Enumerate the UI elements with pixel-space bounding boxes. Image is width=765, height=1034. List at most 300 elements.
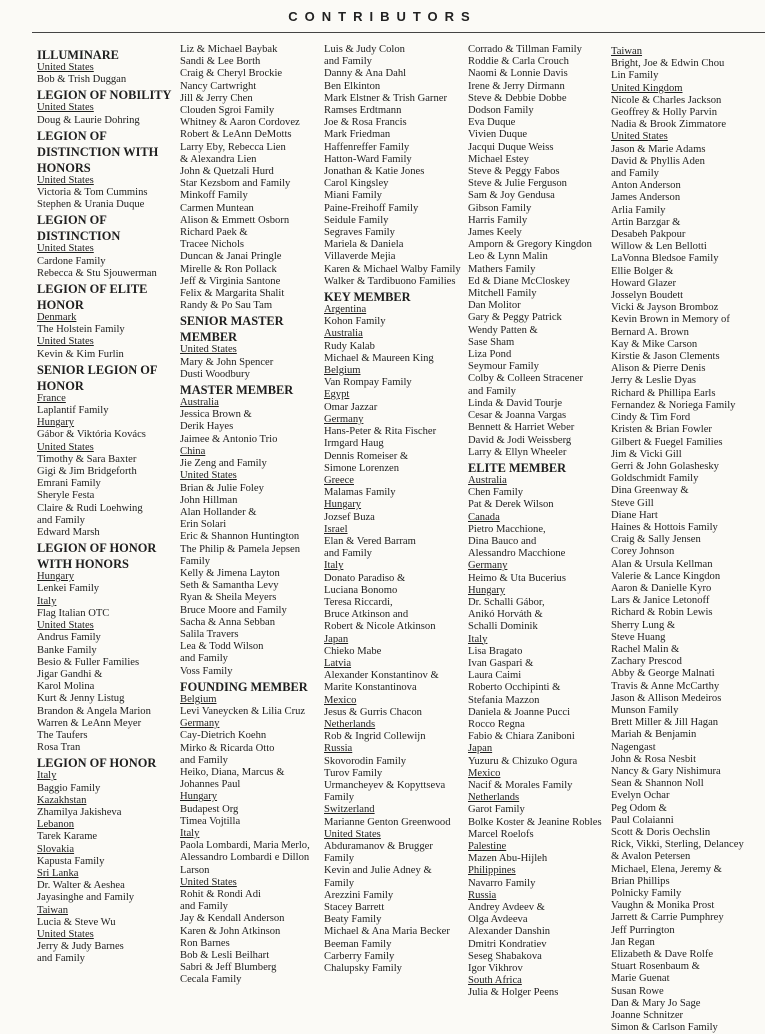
contributor-name: Banke Family xyxy=(37,644,97,656)
contributor-name: Jerry & Judy Barnes xyxy=(37,941,124,953)
contributor-name: Dmitri Kondratiev xyxy=(468,938,547,950)
contributor-name: Alan Hollander & xyxy=(180,506,257,518)
contributor-name: Steve Gill xyxy=(611,497,654,509)
contributor-name: Marianne Genton Greenwood xyxy=(324,816,451,828)
country-label: Argentina xyxy=(324,304,367,316)
contributor-name: Susan Rowe xyxy=(611,985,664,997)
country-label: Canada xyxy=(468,511,500,523)
contributor-name: Jacqui Duque Weiss xyxy=(468,141,554,153)
contributor-name: Jonathan & Katie Jones xyxy=(324,166,425,178)
contributor-name: Polnicky Family xyxy=(611,888,682,900)
contributor-name: Jarrett & Carrie Pumphrey xyxy=(611,912,724,924)
contributor-name: Dr. Walter & Aeshea xyxy=(37,880,125,892)
contributor-name: Eva Duque xyxy=(468,117,516,129)
contributor-name: Kristen & Brian Fowler xyxy=(611,424,712,436)
contributor-name: Corrado & Tillman Family xyxy=(468,44,582,55)
country-label: Italy xyxy=(468,633,488,645)
contributor-name: Josselyn Boudett xyxy=(611,290,684,302)
country-label: Denmark xyxy=(37,312,77,324)
contributor-name: Cardone Family xyxy=(37,255,106,267)
contributor-name: Igor Vikhrov xyxy=(468,963,523,975)
contributor-name: Salila Travers xyxy=(180,628,239,640)
contributor-name: James Anderson xyxy=(611,192,681,204)
contributor-name: Michael, Elena, Jeremy & xyxy=(611,863,722,875)
country-label: United Kingdom xyxy=(611,82,683,94)
contributor-name: Stefania Mazzon xyxy=(468,694,540,706)
tier-heading: ELITE MEMBER xyxy=(468,460,567,475)
tier-heading: LEGION OF HONOR xyxy=(37,541,157,556)
contributor-name: Yuzuru & Chizuko Ogura xyxy=(468,755,578,767)
contributor-name: Ron Barnes xyxy=(180,937,230,949)
tier-heading: SENIOR LEGION OF xyxy=(37,362,158,377)
contributor-name: Family xyxy=(324,792,355,804)
country-label: Israel xyxy=(324,523,348,535)
contributor-name: Rick, Vikki, Sterling, Delancey xyxy=(611,839,744,851)
contributor-name: Sacha & Anna Sebban xyxy=(180,616,276,628)
contributor-name: Kurt & Jenny Listug xyxy=(37,693,125,705)
contributor-name: Jesus & Gurris Chacon xyxy=(324,706,422,718)
country-label: Netherlands xyxy=(324,718,376,730)
contributor-name: Willow & Len Bellotti xyxy=(611,241,707,253)
contributor-name: Craig & Sally Jensen xyxy=(611,534,701,546)
contributor-name: Walker & Tardibuono Families xyxy=(324,275,456,287)
contributor-name: Zhamilya Jakisheva xyxy=(37,806,122,818)
contributor-name: Roddie & Carla Crouch xyxy=(468,56,569,68)
contributor-name: Sandi & Lee Borth xyxy=(180,56,261,68)
contributor-name: Nicole & Charles Jackson xyxy=(611,94,722,106)
contributor-name: Pat & Derek Wilson xyxy=(468,499,554,511)
country-label: Italy xyxy=(37,595,57,607)
contributor-name: Family xyxy=(324,853,355,865)
contributor-name: Gigi & Jim Bridgeforth xyxy=(37,466,137,478)
contributor-name: Cay-Dietrich Koehn xyxy=(180,730,267,742)
country-label: United States xyxy=(37,620,94,632)
contributor-name: Jaimee & Antonio Trio xyxy=(180,433,278,445)
contributor-name: Minkoff Family xyxy=(180,190,248,202)
country-label: United States xyxy=(324,828,381,840)
contributor-name: Amporn & Gregory Kingdon xyxy=(468,239,592,251)
contributor-name: Scott & Doris Oechslin xyxy=(611,827,711,838)
contributor-name: Tarek Karame xyxy=(37,831,98,843)
contributor-name: Jessica Brown & xyxy=(180,409,252,421)
tier-heading: LEGION OF HONOR xyxy=(37,756,157,771)
contributor-name: Marcel Roelofs xyxy=(468,828,534,840)
contributor-name: Schalli Dominik xyxy=(468,621,538,633)
contributor-name: Abby & George Malnati xyxy=(611,668,715,680)
contributor-name: Simon & Carlson Family xyxy=(611,1022,718,1034)
contributor-name: Irmgard Haug xyxy=(324,438,384,450)
contributor-name: Lars & Janice Letonoff xyxy=(611,595,710,607)
column-4 xyxy=(468,44,602,1000)
contributor-name: and Family xyxy=(37,953,85,965)
contributor-name: Hans-Peter & Rita Fischer xyxy=(324,426,437,438)
tier-heading: LEGION OF xyxy=(37,128,107,143)
contributor-name: Paola Lombardi, Maria Merlo, xyxy=(180,840,310,852)
contributor-name: Pietro Macchione, xyxy=(468,523,546,535)
contributor-name: Joanne Schnitzer xyxy=(611,1010,684,1022)
contributor-name: Malamas Family xyxy=(324,487,396,499)
contributor-name: Luciana Bonomo xyxy=(324,584,398,596)
contributor-name: Emrani Family xyxy=(37,478,101,490)
contributor-name: Stuart Rosenbaum & xyxy=(611,961,700,973)
contributor-name: Johannes Paul xyxy=(180,779,241,791)
contributor-name: Lisa Bragato xyxy=(468,645,523,657)
country-label: Philippines xyxy=(468,865,516,877)
contributor-name: Flag Italian OTC xyxy=(37,607,110,619)
contributor-name: Abduramanov & Brugger xyxy=(324,841,433,852)
contributor-name: Fernandez & Noriega Family xyxy=(611,399,736,411)
contributor-name: Bruce Atkinson and xyxy=(324,609,409,621)
contributor-name: Erin Solari xyxy=(180,519,227,531)
country-label: United States xyxy=(37,102,94,114)
contributor-name: Karen & John Atkinson xyxy=(180,925,281,937)
contributor-name: Haffenreffer Family xyxy=(324,141,410,153)
column-3 xyxy=(324,44,461,975)
country-label: United States xyxy=(611,131,668,143)
contributor-name: Desabeh Pakpour xyxy=(611,229,686,241)
country-label: Egypt xyxy=(324,389,350,401)
contributor-name: Paine-Freihoff Family xyxy=(324,202,419,214)
contributor-name: Simone Lorenzen xyxy=(324,462,400,474)
contributor-name: Gerri & John Golashesky xyxy=(611,460,719,472)
contributor-name: Kapusta Family xyxy=(37,855,105,867)
contributor-name: Cesar & Joanna Vargas xyxy=(468,410,567,422)
country-label: Australia xyxy=(324,328,363,340)
contributor-name: Ellie Bolger & xyxy=(611,265,674,277)
contributor-name: Arlia Family xyxy=(611,204,666,216)
contributor-name: Lucia & Steve Wu xyxy=(37,916,116,928)
country-label: United States xyxy=(180,470,237,482)
contributor-name: Rob & Ingrid Collewijn xyxy=(324,731,426,743)
contributor-name: Jeff & Virginia Santone xyxy=(180,275,281,287)
contributor-name: Travis & Anne McCarthy xyxy=(611,680,720,692)
contributor-name: Gilbert & Fuegel Families xyxy=(611,436,723,448)
column-5 xyxy=(611,46,744,1034)
contributor-name: Kevin and Julie Adney & xyxy=(324,865,432,877)
contributor-name: Budapest Org xyxy=(180,803,239,815)
contributor-name: Jason & Marie Adams xyxy=(611,143,706,155)
contributor-name: Mariah & Benjamin xyxy=(611,729,697,741)
contributor-name: Munson Family xyxy=(611,704,679,716)
contributor-name: Sean & Shannon Noll xyxy=(611,778,704,790)
column-1 xyxy=(37,46,172,966)
country-label: Italy xyxy=(37,770,57,782)
country-label: China xyxy=(180,445,206,457)
contributor-name: Richard & Phillipa Earls xyxy=(611,387,716,399)
contributor-name: Carmen Muntean xyxy=(180,202,254,214)
contributor-name: Kay & Mike Carson xyxy=(611,338,698,350)
contributor-name: Arezzini Family xyxy=(324,889,394,901)
contributor-name: Heimo & Uta Bucerius xyxy=(468,572,566,584)
contributor-name: Larry Eby, Rebecca Lien xyxy=(180,141,286,153)
contributor-name: Andrey Avdeev & xyxy=(468,902,545,914)
contributor-name: Beeman Family xyxy=(324,938,392,950)
tier-heading: DISTINCTION xyxy=(37,229,121,244)
country-label: United States xyxy=(37,928,94,940)
country-label: Australia xyxy=(468,474,507,486)
contributor-name: Cindy & Tim Ford xyxy=(611,412,691,424)
contributor-name: Jie Zeng and Family xyxy=(180,458,267,470)
contributor-name: Gábor & Viktória Kovács xyxy=(37,429,146,441)
contributor-name: John & Quetzali Hurd xyxy=(180,166,274,178)
contributor-name: Steve Huang xyxy=(611,631,666,643)
contributor-name: Urmancheyev & Kopyttseva xyxy=(324,779,446,791)
contributor-name: Lenkei Family xyxy=(37,583,100,595)
contributor-name: Liza Pond xyxy=(468,349,512,361)
contributor-name: Vivien Duque xyxy=(468,129,528,141)
contributor-name: Kevin & Kim Furlin xyxy=(37,348,124,360)
contributor-name: Richard & Robin Lewis xyxy=(611,607,713,619)
contributor-name: Chieko Mabe xyxy=(324,645,382,657)
contributor-name: Nadia & Brook Zimmatore xyxy=(611,119,727,131)
contributor-name: Jigar Gandhi & xyxy=(37,668,103,680)
contributor-name: Laura Caimi xyxy=(468,670,522,682)
contributor-name: Omar Jazzar xyxy=(324,401,378,413)
contributor-name: Alison & Emmett Osborn xyxy=(180,214,290,226)
contributor-name: Ryan & Sheila Meyers xyxy=(180,592,277,604)
country-label: Slovakia xyxy=(37,843,75,855)
contributor-name: Family xyxy=(180,555,211,567)
contributor-name: Carol Kingsley xyxy=(324,178,389,190)
country-label: Palestine xyxy=(468,841,507,852)
contributor-name: Nancy & Gary Nishimura xyxy=(611,765,721,777)
country-label: Greece xyxy=(324,474,354,486)
contributor-name: Peg Odom & xyxy=(611,802,667,814)
contributor-name: Bruce Moore and Family xyxy=(180,604,287,616)
contributor-name: Alison & Pierre Denis xyxy=(611,363,706,375)
contributor-name: James Keely xyxy=(468,227,522,239)
contributor-name: Garot Family xyxy=(468,804,525,816)
contributor-name: Robert & Nicole Atkinson xyxy=(324,621,436,633)
tier-heading: KEY MEMBER xyxy=(324,290,411,305)
contributor-name: Skovorodin Family xyxy=(324,755,407,767)
contributor-name: Tracee Nichols xyxy=(180,239,245,251)
contributor-name: Whitney & Aaron Cordovez xyxy=(180,117,300,129)
contributor-name: Ben Elkinton xyxy=(324,80,381,92)
contributor-name: Clouden Sgroi Family xyxy=(180,105,275,117)
column-2 xyxy=(180,44,310,987)
contributor-name: and Family xyxy=(611,168,659,180)
contributor-name: Bennett & Harriet Weber xyxy=(468,422,575,434)
contributor-name: Gibson Family xyxy=(468,202,532,214)
contributor-name: Rachel Malin & xyxy=(611,643,680,655)
contributor-name: and Family xyxy=(37,514,85,526)
contributor-name: Roberto Occhipinti & xyxy=(468,682,561,694)
contributor-name: Warren & LeAnn Meyer xyxy=(37,717,142,729)
contributor-name: Seth & Samantha Levy xyxy=(180,580,279,592)
contributor-name: Valerie & Lance Kingdon xyxy=(611,570,721,582)
contributor-name: Mathers Family xyxy=(468,263,536,275)
contributor-name: Brian Phillips xyxy=(611,875,670,887)
contributor-name: Bernard A. Brown xyxy=(611,326,689,338)
contributor-name: Rohit & Rondi Adi xyxy=(180,889,261,900)
contributor-name: Elan & Vered Barram xyxy=(324,535,416,547)
contributor-name: Alexander Konstantinov & xyxy=(324,670,439,682)
country-label: Germany xyxy=(468,560,508,572)
tier-heading: LEGION OF NOBILITY xyxy=(37,88,172,103)
contributor-name: Seymour Family xyxy=(468,361,539,373)
contributor-name: Richard Paek & xyxy=(180,227,248,239)
contributor-name: Bright, Joe & Edwin Chou xyxy=(611,58,725,70)
contributor-name: Irene & Jerry Dirmann xyxy=(468,80,565,92)
contributor-name: Navarro Family xyxy=(468,877,536,889)
contributor-name: Seidule Family xyxy=(324,214,389,226)
contributor-name: Michael & Maureen King xyxy=(324,352,434,364)
contributor-name: Nagengast xyxy=(611,741,656,753)
country-label: Hungary xyxy=(324,499,362,511)
contributor-name: Carberry Family xyxy=(324,950,395,962)
contributor-name: Bob & Trish Duggan xyxy=(37,74,127,86)
contributor-name: and Family xyxy=(324,548,372,560)
country-label: Hungary xyxy=(180,791,218,803)
contributor-name: Michael & Ana Maria Becker xyxy=(324,926,450,938)
tier-heading: WITH HONORS xyxy=(37,557,129,572)
contributor-name: Evelyn Ochar xyxy=(611,790,670,802)
contributor-name: Derik Hayes xyxy=(180,421,234,433)
tier-heading: HONOR xyxy=(37,378,84,393)
contributor-name: Sase Sham xyxy=(468,336,515,348)
contributor-name: Mark Elstner & Trish Garner xyxy=(324,92,447,104)
contributor-name: Brian & Julie Foley xyxy=(180,482,264,494)
country-label: Netherlands xyxy=(468,792,520,804)
country-label: Hungary xyxy=(37,417,75,429)
contributor-name: Ivan Gaspari & xyxy=(468,657,534,669)
contributor-name: Teresa Riccardi, xyxy=(324,596,393,608)
contributor-name: & Alexandra Lien xyxy=(180,153,257,165)
contributor-name: Mirko & Ricarda Otto xyxy=(180,742,275,754)
country-label: Hungary xyxy=(468,584,506,596)
contributor-name: Haines & Hottois Family xyxy=(611,521,718,533)
contributor-name: Wendy Patten & xyxy=(468,324,538,336)
contributor-name: Artin Barzgar & xyxy=(611,216,681,228)
contributor-name: Howard Glazer xyxy=(611,277,677,289)
contributor-name: Liz & Michael Baybak xyxy=(180,44,278,55)
contributor-name: Dina Greenway & xyxy=(611,485,689,497)
contributor-name: Villaverde Mejia xyxy=(324,251,396,263)
contributor-name: Kohon Family xyxy=(324,316,386,328)
tier-heading: DISTINCTION WITH xyxy=(37,144,159,159)
contributor-name: Baggio Family xyxy=(37,782,101,794)
country-label: United States xyxy=(180,344,237,356)
contributor-name: Victoria & Tom Cummins xyxy=(37,187,148,199)
tier-heading: LEGION OF xyxy=(37,213,107,228)
country-label: Mexico xyxy=(468,767,501,779)
contributor-name: Dr. Schalli Gábor, xyxy=(468,596,545,608)
tier-heading: SENIOR MASTER xyxy=(180,314,284,329)
contributor-name: Andrus Family xyxy=(37,632,101,644)
contributor-name: Bob & Lesli Beilhart xyxy=(180,950,270,962)
contributor-name: Jay & Kendall Anderson xyxy=(180,913,285,925)
contributor-name: Star Kezsbom and Family xyxy=(180,178,291,190)
contributor-name: Jozsef Buza xyxy=(324,511,375,523)
contributor-name: Nancy Cartwright xyxy=(180,80,257,92)
tier-heading: HONOR xyxy=(37,298,84,313)
country-label: United States xyxy=(37,62,94,73)
country-label: Italy xyxy=(324,560,344,572)
contributor-name: Beaty Family xyxy=(324,914,382,926)
contributor-name: Mary & John Spencer xyxy=(180,356,274,368)
country-label: United States xyxy=(37,243,94,255)
contributor-name: Felix & Margarita Shalit xyxy=(180,288,285,300)
tier-heading: MASTER MEMBER xyxy=(180,383,294,398)
contributor-name: Alessandro Lombardi e Dillon xyxy=(180,852,310,864)
contributor-name: The Taufers xyxy=(37,729,88,741)
country-label: Russia xyxy=(324,743,353,755)
contributor-name: Jill & Jerry Chen xyxy=(180,92,253,104)
contributor-name: Corey Johnson xyxy=(611,546,675,558)
contributor-name: Robert & LeAnn DeMotts xyxy=(180,129,292,141)
contributor-name: Family xyxy=(324,877,355,889)
contributor-name: Nacif & Morales Family xyxy=(468,779,573,791)
contributor-name: Steve & Debbie Dobbe xyxy=(468,92,567,104)
contributor-name: Chalupsky Family xyxy=(324,963,402,975)
contributor-name: Brandon & Angela Marion xyxy=(37,705,151,717)
contributor-name: Dodson Family xyxy=(468,105,534,117)
country-label: Kazakhstan xyxy=(37,794,87,806)
contributor-name: Colby & Colleen Stracener xyxy=(468,373,584,385)
contributor-name: Gary & Peggy Patrick xyxy=(468,312,562,324)
contributor-name: Randy & Po Sau Tam xyxy=(180,300,273,312)
country-label: Australia xyxy=(180,397,219,409)
contributor-name: Fabio & Chiara Zaniboni xyxy=(468,731,575,743)
contributor-name: Alan & Ursula Kellman xyxy=(611,558,713,570)
contributor-name: Aaron & Danielle Kyro xyxy=(611,582,712,594)
contributor-name: Leo & Lynn Malin xyxy=(468,251,548,263)
contributor-name: Kelly & Jimena Layton xyxy=(180,567,280,579)
country-label: United States xyxy=(37,441,94,453)
contributor-name: The Holstein Family xyxy=(37,324,125,336)
country-label: Lebanon xyxy=(37,819,75,831)
country-label: Latvia xyxy=(324,657,352,669)
contributor-name: and Family xyxy=(324,56,372,68)
country-label: Belgium xyxy=(324,365,361,377)
contributor-name: Craig & Cheryl Brockie xyxy=(180,68,283,80)
contributor-name: Goldschmidt Family xyxy=(611,473,699,485)
contributor-name: Anikó Horváth & xyxy=(468,609,543,621)
country-label: United States xyxy=(37,174,94,186)
country-label: Taiwan xyxy=(611,46,643,57)
contributor-name: Claire & Rudi Loehwing xyxy=(37,502,143,514)
contributor-name: Doug & Laurie Dohring xyxy=(37,114,140,126)
country-label: United States xyxy=(37,336,94,348)
contributor-name: Dina Bauco and xyxy=(468,535,537,547)
contributor-name: Dennis Romeiser & xyxy=(324,450,409,462)
contributor-name: Olga Avdeeva xyxy=(468,914,528,926)
contributor-name: Miani Family xyxy=(324,190,382,202)
contributor-name: LaVonna Bledsoe Family xyxy=(611,253,719,265)
contributor-name: Mitchell Family xyxy=(468,288,537,300)
contributor-name: Alessandro Macchione xyxy=(468,548,566,560)
contributor-name: Larry & Ellyn Wheeler xyxy=(468,446,567,458)
contributor-name: Voss Family xyxy=(180,665,233,677)
tier-heading: HONORS xyxy=(37,160,91,175)
contributor-name: Jeff Purrington xyxy=(611,924,675,936)
contributor-name: Bolke Koster & Jeanine Robles xyxy=(468,816,602,828)
contributor-name: Eric & Shannon Huntington xyxy=(180,531,300,543)
contributor-name: Rebecca & Stu Sjouwerman xyxy=(37,267,157,279)
contributor-name: & Avalon Petersen xyxy=(611,851,691,863)
country-label: Sri Lanka xyxy=(37,867,79,879)
contributor-name: Sheryle Festa xyxy=(37,490,95,502)
contributor-name: Sabri & Jeff Blumberg xyxy=(180,962,277,974)
contributor-name: Larson xyxy=(180,864,210,876)
contributor-name: Rudy Kalab xyxy=(324,340,375,352)
contributor-name: The Philip & Pamela Jepsen xyxy=(180,543,301,555)
contributor-name: Cecala Family xyxy=(180,974,242,986)
contributor-name: Karen & Michael Walby Family xyxy=(324,263,461,275)
contributor-name: Timea Vojtilla xyxy=(180,815,241,827)
contributor-name: Paul Colaianni xyxy=(611,814,674,826)
